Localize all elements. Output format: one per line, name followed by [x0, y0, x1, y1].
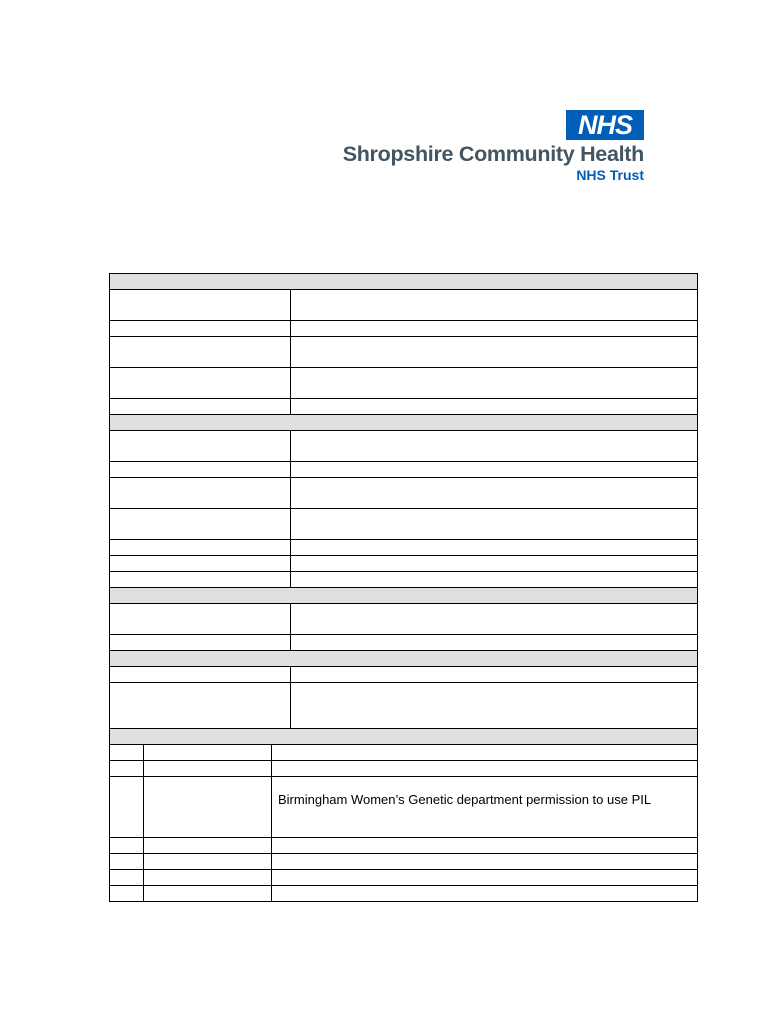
document-control-table — [109, 273, 698, 902]
table-row — [110, 368, 698, 399]
table-row — [110, 509, 698, 540]
table-row — [110, 838, 698, 854]
table-row — [110, 604, 698, 635]
pil-permission-note: Birmingham Women’s Genetic department permission to use PIL — [272, 777, 698, 838]
table-row — [110, 761, 698, 777]
section-3-header — [110, 588, 698, 604]
table-row — [110, 683, 698, 729]
table-row — [110, 399, 698, 415]
section-1-header — [110, 274, 698, 290]
table-row — [110, 777, 698, 838]
table-row — [110, 431, 698, 462]
trust-name: NHS Trust — [576, 167, 644, 183]
table-row — [110, 478, 698, 509]
table-row — [110, 870, 698, 886]
table-row — [110, 635, 698, 651]
table-row — [110, 337, 698, 368]
table-row — [110, 290, 698, 321]
table-row — [110, 854, 698, 870]
nhs-logo — [326, 108, 646, 184]
section-2-header — [110, 415, 698, 431]
table-row — [110, 540, 698, 556]
table-row — [110, 321, 698, 337]
section-5-header — [110, 729, 698, 745]
organisation-name: Shropshire Community Health — [342, 142, 644, 166]
table-row — [110, 462, 698, 478]
table-row — [110, 572, 698, 588]
table-row — [110, 667, 698, 683]
table-row — [110, 886, 698, 902]
table-row — [110, 745, 698, 761]
nhs-badge: NHS — [566, 110, 644, 140]
table-row — [110, 556, 698, 572]
section-4-header — [110, 651, 698, 667]
